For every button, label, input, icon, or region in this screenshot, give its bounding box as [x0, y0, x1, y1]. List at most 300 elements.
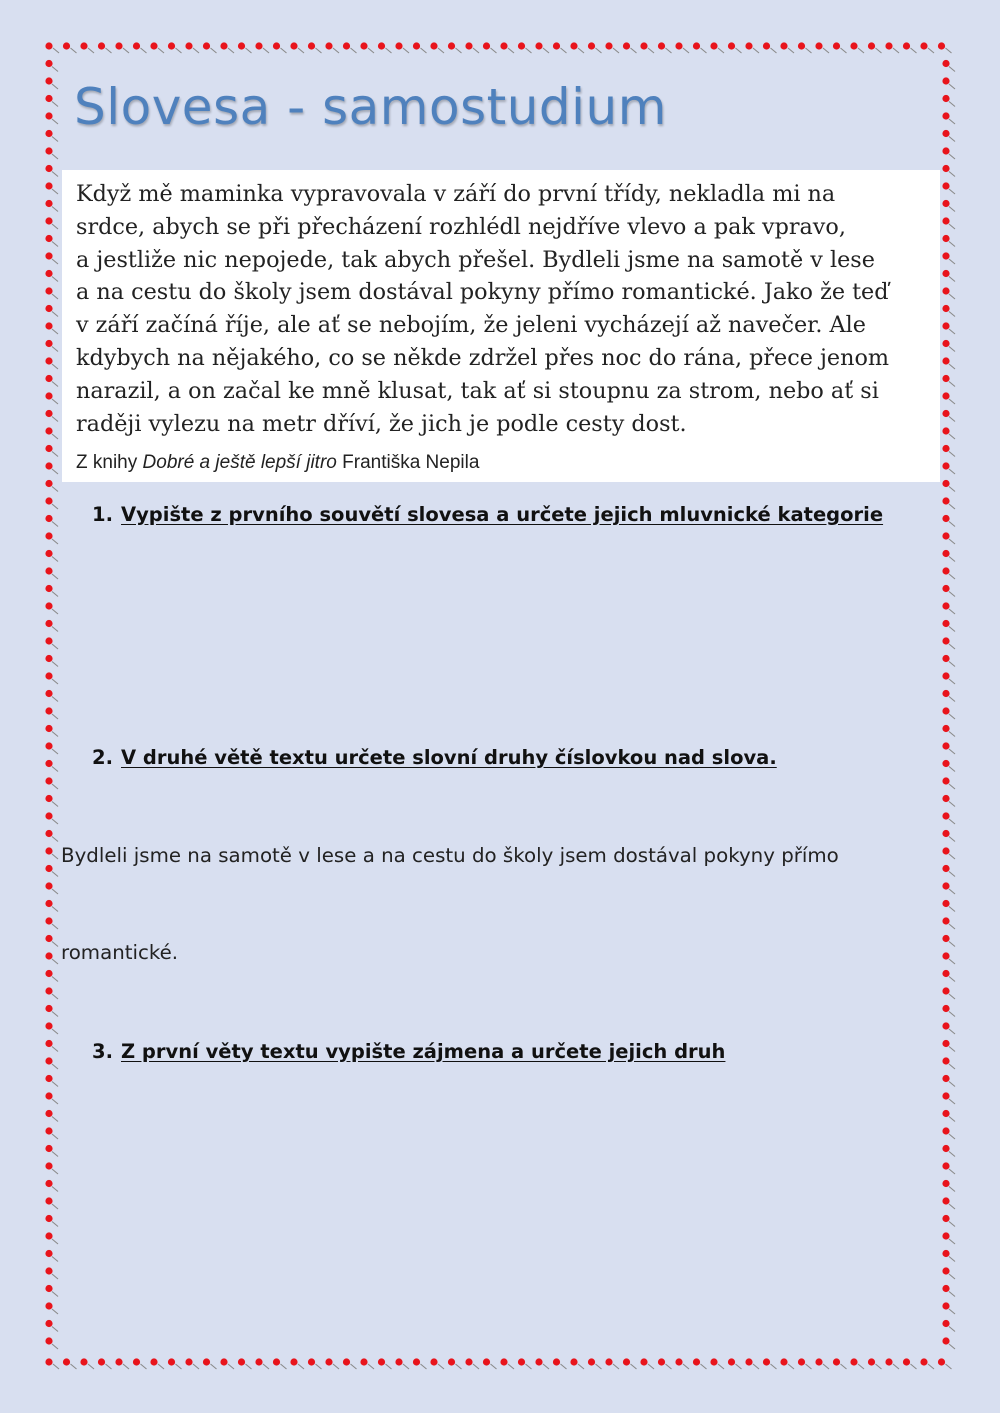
border-dot [45, 77, 52, 84]
border-dash [949, 1292, 955, 1297]
border-dash [491, 1364, 497, 1369]
border-dot [942, 375, 949, 382]
border-dash [52, 312, 58, 317]
border-dot [942, 847, 949, 854]
border-dot [45, 847, 52, 854]
border-dot [942, 1145, 949, 1152]
border-dash [949, 732, 955, 737]
border-dot [255, 1358, 262, 1365]
border-dot [45, 550, 52, 557]
border-dot [45, 742, 52, 749]
border-dash [911, 1364, 917, 1369]
border-dash [52, 172, 58, 177]
border-dot [45, 1358, 52, 1365]
border-dash [949, 977, 955, 982]
border-dash [52, 662, 58, 667]
border-dash [841, 48, 847, 53]
border-dot [942, 112, 949, 119]
border-dash [949, 889, 955, 894]
border-dot [605, 1358, 612, 1365]
border-dot [360, 42, 367, 49]
border-dot [728, 42, 735, 49]
border-dot [518, 1358, 525, 1365]
border-dot [942, 200, 949, 207]
border-dot [535, 42, 542, 49]
task-text: Vypište z prvního souvětí slovesa a určete jejich mluvnické kategorie [121, 503, 884, 526]
border-dash [52, 452, 58, 457]
border-dash [52, 714, 58, 719]
border-dash [946, 48, 952, 53]
border-dash [949, 154, 955, 159]
border-dot [942, 655, 949, 662]
border-dot [45, 1285, 52, 1292]
border-dash [52, 784, 58, 789]
border-dash [52, 1117, 58, 1122]
border-dot [605, 42, 612, 49]
border-dash [52, 84, 58, 89]
border-dot [942, 900, 949, 907]
border-dot [45, 865, 52, 872]
border-dash [949, 137, 955, 142]
border-dash [52, 154, 58, 159]
border-dot [868, 1358, 875, 1365]
border-dash [949, 1117, 955, 1122]
task-number: 3. [92, 1040, 113, 1063]
sentence-line-2: romantické. [61, 941, 179, 964]
border-dot [413, 42, 420, 49]
border-dot [942, 252, 949, 259]
border-dot [115, 1358, 122, 1365]
border-dash [949, 347, 955, 352]
border-dash [949, 627, 955, 632]
border-dash [648, 48, 654, 53]
border-dot [850, 42, 857, 49]
border-dot [942, 602, 949, 609]
excerpt-source [76, 452, 926, 474]
border-dash [806, 1364, 812, 1369]
border-dot [378, 42, 385, 49]
border-dash [949, 1204, 955, 1209]
border-dash [949, 1099, 955, 1104]
border-dash [949, 592, 955, 597]
border-dash [52, 732, 58, 737]
border-dot [45, 1250, 52, 1257]
border-dot [63, 42, 70, 49]
border-dot [623, 1358, 630, 1365]
border-dot [942, 1040, 949, 1047]
border-dash [52, 854, 58, 859]
border-dash [52, 347, 58, 352]
border-dot [920, 1358, 927, 1365]
border-dot [942, 550, 949, 557]
border-dot [942, 1180, 949, 1187]
border-dot [185, 42, 192, 49]
text-excerpt [62, 170, 940, 482]
border-dot [45, 620, 52, 627]
border-dot [570, 1358, 577, 1365]
border-dash [52, 907, 58, 912]
border-dash [211, 1364, 217, 1369]
border-dot [45, 182, 52, 189]
border-dash [52, 1029, 58, 1034]
border-dot [45, 935, 52, 942]
border-dash [176, 1364, 182, 1369]
border-dash [823, 48, 829, 53]
border-dash [368, 1364, 374, 1369]
border-dash [949, 84, 955, 89]
border-dot [168, 42, 175, 49]
border-dash [52, 1274, 58, 1279]
border-dot [150, 1358, 157, 1365]
border-dot [45, 1022, 52, 1029]
border-dot [942, 182, 949, 189]
border-dash [52, 609, 58, 614]
excerpt-line: raději vylezu na metr dříví, že jich je podle cesty dost. [76, 410, 687, 437]
border-dash [823, 1364, 829, 1369]
border-dash [228, 1364, 234, 1369]
border-dash [52, 504, 58, 509]
border-dash [893, 1364, 899, 1369]
border-dot [942, 935, 949, 942]
border-dot [45, 252, 52, 259]
border-dot [238, 1358, 245, 1365]
border-dash [949, 784, 955, 789]
border-dash [52, 1099, 58, 1104]
border-dot [80, 1358, 87, 1365]
border-dot [45, 707, 52, 714]
border-dash [701, 48, 707, 53]
border-dot [45, 830, 52, 837]
border-dash [949, 469, 955, 474]
border-dash [52, 889, 58, 894]
border-dash [949, 942, 955, 947]
border-dash [949, 242, 955, 247]
border-dot [942, 147, 949, 154]
border-dash [949, 1047, 955, 1052]
task-1 [92, 503, 883, 526]
border-dot [45, 60, 52, 67]
border-dash [949, 452, 955, 457]
border-dash [421, 1364, 427, 1369]
border-dot [45, 305, 52, 312]
border-dot [942, 270, 949, 277]
border-dash [771, 48, 777, 53]
border-dash [949, 574, 955, 579]
border-dot [45, 375, 52, 382]
border-dot [942, 1337, 949, 1344]
border-dot [45, 515, 52, 522]
border-dash [949, 67, 955, 72]
border-dash [52, 487, 58, 492]
border-dash [613, 1364, 619, 1369]
border-dot [763, 1358, 770, 1365]
border-dot [238, 42, 245, 49]
border-dash [52, 644, 58, 649]
border-dash [456, 1364, 462, 1369]
border-dot [942, 707, 949, 714]
border-dash [508, 1364, 514, 1369]
border-dash [351, 48, 357, 53]
border-dot [465, 1358, 472, 1365]
border-dot [45, 287, 52, 294]
border-dash [753, 1364, 759, 1369]
border-dash [718, 48, 724, 53]
border-dot [588, 42, 595, 49]
border-dot [942, 410, 949, 417]
border-dot [395, 42, 402, 49]
border-dot [45, 357, 52, 364]
border-dot [942, 882, 949, 889]
border-dot [45, 1197, 52, 1204]
border-dash [246, 48, 252, 53]
border-dash [949, 224, 955, 229]
border-dot [535, 1358, 542, 1365]
border-dot [903, 42, 910, 49]
border-dot [942, 952, 949, 959]
border-dash [298, 48, 304, 53]
border-dot [942, 987, 949, 994]
border-dot [63, 1358, 70, 1365]
border-dash [106, 1364, 112, 1369]
border-dash [949, 802, 955, 807]
border-dot [45, 462, 52, 469]
source-author: Františka Nepila [336, 452, 480, 474]
border-dash [788, 48, 794, 53]
task-3 [92, 1040, 725, 1063]
task-number: 2. [92, 746, 113, 769]
border-dash [52, 1204, 58, 1209]
border-dot [220, 42, 227, 49]
border-dot [920, 42, 927, 49]
border-dot [675, 1358, 682, 1365]
border-dash [949, 294, 955, 299]
source-book-title: Dobré a ještě lepší jitro [142, 452, 337, 474]
border-dot [942, 60, 949, 67]
border-dot [780, 42, 787, 49]
border-dash [949, 329, 955, 334]
border-dot [395, 1358, 402, 1365]
border-dash [52, 1047, 58, 1052]
border-dash [753, 48, 759, 53]
border-dot [45, 1180, 52, 1187]
border-dot [942, 532, 949, 539]
border-dot [343, 1358, 350, 1365]
border-dash [333, 48, 339, 53]
border-dash [949, 102, 955, 107]
border-dot [45, 200, 52, 207]
border-dot [623, 42, 630, 49]
border-dot [45, 1215, 52, 1222]
border-dot [45, 585, 52, 592]
border-dash [949, 119, 955, 124]
border-dot [942, 865, 949, 872]
sentence-line-1: Bydleli jsme na samotě v lese a na cestu do školy jsem dostával pokyny přímo [61, 844, 839, 867]
border-dot [220, 1358, 227, 1365]
border-dot [45, 777, 52, 784]
border-dot [448, 42, 455, 49]
border-dot [942, 1285, 949, 1292]
border-dash [52, 697, 58, 702]
border-dash [456, 48, 462, 53]
border-dot [308, 42, 315, 49]
border-dot [448, 1358, 455, 1365]
border-dot [45, 1162, 52, 1169]
border-dash [949, 399, 955, 404]
border-dot [45, 1005, 52, 1012]
excerpt-line: srdce, abych se při přecházení rozhlédl nejdříve vlevo a pak vpravo, [76, 213, 846, 240]
border-dot [942, 340, 949, 347]
border-dash [71, 48, 77, 53]
border-dot [290, 1358, 297, 1365]
border-dash [52, 557, 58, 562]
source-prefix: Z knihy [76, 452, 143, 474]
border-dot [570, 42, 577, 49]
border-dot [885, 42, 892, 49]
border-dash [949, 1222, 955, 1227]
border-dot [942, 462, 949, 469]
border-dot [45, 410, 52, 417]
border-dot [942, 1022, 949, 1029]
border-dash [949, 872, 955, 877]
border-dash [613, 48, 619, 53]
border-dash [316, 1364, 322, 1369]
border-dot [430, 42, 437, 49]
border-dot [45, 322, 52, 329]
border-dot [553, 42, 560, 49]
border-dot [763, 42, 770, 49]
border-dash [578, 48, 584, 53]
border-dot [833, 42, 840, 49]
border-dash [52, 1327, 58, 1332]
border-dot [745, 42, 752, 49]
border-dot [203, 1358, 210, 1365]
border-dash [52, 872, 58, 877]
border-dash [88, 1364, 94, 1369]
border-dot [45, 427, 52, 434]
border-dash [526, 1364, 532, 1369]
border-dot [45, 1232, 52, 1239]
border-dot [815, 1358, 822, 1365]
border-dash [949, 207, 955, 212]
border-dot [942, 742, 949, 749]
border-dash [52, 959, 58, 964]
border-dot [903, 1358, 910, 1365]
border-dot [942, 1215, 949, 1222]
border-dot [290, 42, 297, 49]
border-dot [728, 1358, 735, 1365]
task-text: V druhé větě textu určete slovní druhy číslovkou nad slova. [121, 746, 777, 769]
border-dot [942, 165, 949, 172]
border-dash [683, 1364, 689, 1369]
border-dash [648, 1364, 654, 1369]
border-dot [45, 1092, 52, 1099]
border-dot [308, 1358, 315, 1365]
border-dot [45, 1337, 52, 1344]
border-dash [876, 1364, 882, 1369]
border-dot [942, 305, 949, 312]
border-dash [949, 1012, 955, 1017]
border-dot [942, 795, 949, 802]
border-dash [928, 48, 934, 53]
border-dash [949, 1327, 955, 1332]
border-dash [631, 48, 637, 53]
border-dash [893, 48, 899, 53]
task-3-answer-area[interactable] [60, 1080, 940, 1340]
border-dot [185, 1358, 192, 1365]
border-dash [949, 959, 955, 964]
border-dash [949, 714, 955, 719]
border-dot [430, 1358, 437, 1365]
border-dot [45, 987, 52, 994]
border-dash [158, 1364, 164, 1369]
border-dot [45, 602, 52, 609]
border-dash [949, 662, 955, 667]
border-dash [52, 242, 58, 247]
border-dot [553, 1358, 560, 1365]
border-dot [45, 1302, 52, 1309]
border-dash [928, 1364, 934, 1369]
border-dash [246, 1364, 252, 1369]
border-dash [52, 942, 58, 947]
border-dot [203, 42, 210, 49]
border-dot [45, 392, 52, 399]
border-dash [949, 189, 955, 194]
border-dash [946, 1364, 952, 1369]
border-dash [316, 48, 322, 53]
border-dot [500, 42, 507, 49]
border-dash [403, 48, 409, 53]
border-dash [949, 312, 955, 317]
task-1-answer-area[interactable] [60, 540, 940, 730]
border-dash [386, 1364, 392, 1369]
border-dot [80, 42, 87, 49]
border-dot [658, 42, 665, 49]
border-dash [52, 382, 58, 387]
border-dash [949, 644, 955, 649]
border-dash [52, 1257, 58, 1262]
border-dash [949, 924, 955, 929]
border-dash [52, 819, 58, 824]
excerpt-line: v září začíná říje, ale ať se nebojím, že jeleni vycházejí až navečer. Ale [76, 312, 866, 339]
border-dash [666, 48, 672, 53]
border-dot [942, 1005, 949, 1012]
border-dot [938, 1358, 945, 1365]
border-dot [45, 1075, 52, 1082]
border-dot [938, 42, 945, 49]
border-dash [52, 1169, 58, 1174]
border-dash [123, 48, 129, 53]
border-dash [228, 48, 234, 53]
border-dot [98, 1358, 105, 1365]
border-dash [949, 767, 955, 772]
border-dot [942, 217, 949, 224]
border-dot [45, 217, 52, 224]
border-dash [71, 1364, 77, 1369]
excerpt-line: kdybych na nějakého, co se někde zdržel přes noc do rána, přece jenom [76, 344, 890, 371]
border-dash [52, 364, 58, 369]
border-dash [949, 1134, 955, 1139]
border-dot [710, 42, 717, 49]
border-dot [942, 497, 949, 504]
border-dot [45, 340, 52, 347]
border-dot [465, 42, 472, 49]
border-dot [518, 42, 525, 49]
border-dash [52, 767, 58, 772]
border-dash [438, 48, 444, 53]
border-dash [52, 522, 58, 527]
border-dash [333, 1364, 339, 1369]
border-dash [949, 539, 955, 544]
